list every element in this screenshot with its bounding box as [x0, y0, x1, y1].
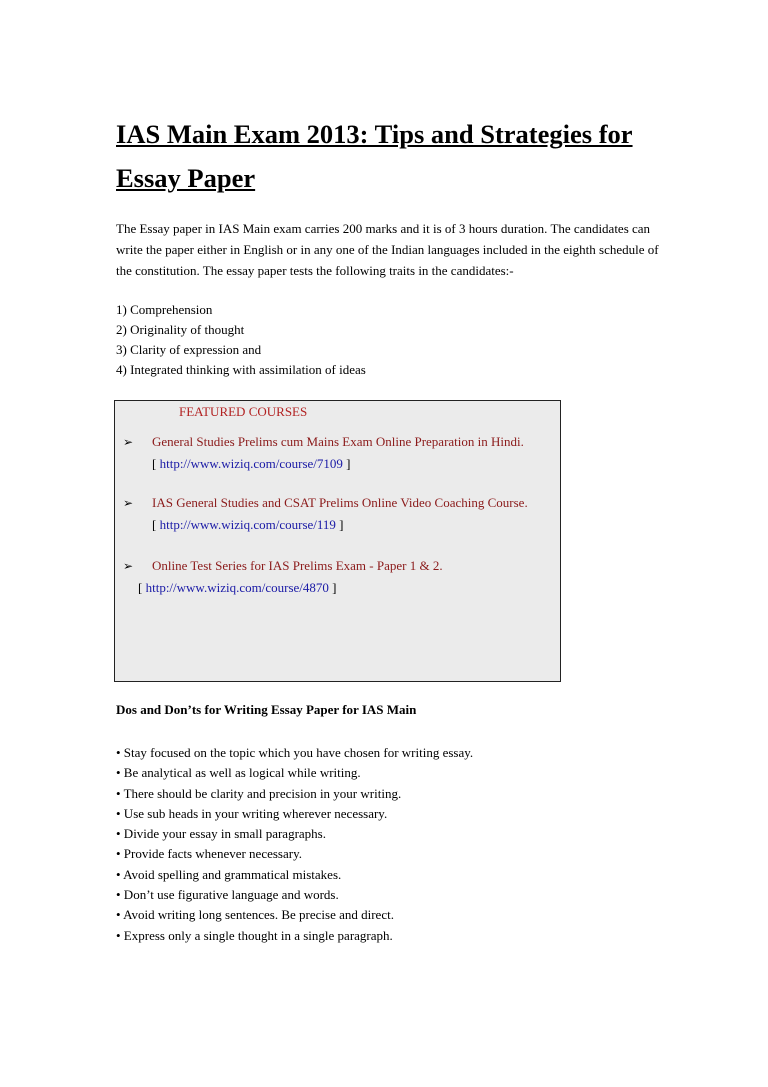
course-link[interactable]: http://www.wiziq.com/course/4870: [145, 580, 329, 595]
list-item: • Use sub heads in your writing wherever necessary.: [116, 805, 388, 821]
course-link-line: [138, 578, 336, 598]
course-link-line: [152, 515, 344, 535]
arrow-bullet-icon: ➢: [123, 559, 134, 573]
intro-paragraph: The Essay paper in IAS Main exam carries 200 marks and it is of 3 hours duration. The candidates can write the paper either in English or in any one of the Indian languages included in the eighth schedule of the constitution. The essay paper tests the following traits in the candidates:-: [116, 221, 659, 278]
list-item: • Provide facts whenever necessary.: [116, 846, 302, 862]
list-item: 1) Comprehension: [116, 302, 213, 317]
list-item: • Don’t use figurative language and words.: [116, 887, 339, 903]
bracket-open: [: [138, 580, 146, 595]
dos-list: [116, 743, 676, 946]
featured-courses-box: [114, 400, 561, 682]
dos-heading: Dos and Don’ts for Writing Essay Paper for IAS Main: [116, 702, 417, 717]
list-item: 2) Originality of thought: [116, 322, 245, 337]
arrow-bullet-icon: ➢: [123, 435, 134, 449]
course-link[interactable]: http://www.wiziq.com/course/119: [159, 517, 336, 532]
bracket-close: ]: [342, 456, 351, 471]
arrow-bullet-icon: ➢: [123, 496, 134, 510]
page-title: IAS Main Exam 2013: Tips and Strategies for Essay Paper: [116, 119, 633, 193]
bracket-open: [: [152, 517, 160, 532]
course-name: IAS General Studies and CSAT Prelims Online Video Coaching Course.: [152, 495, 528, 510]
bracket-close: ]: [335, 517, 344, 532]
course-link[interactable]: http://www.wiziq.com/course/7109: [159, 456, 343, 471]
list-item: • Express only a single thought in a single paragraph.: [116, 927, 393, 943]
list-item: • Be analytical as well as logical while writing.: [116, 765, 361, 781]
traits-list: [116, 300, 636, 380]
list-item: • There should be clarity and precision in your writing.: [116, 785, 402, 801]
course-name: Online Test Series for IAS Prelims Exam - Paper 1 & 2.: [152, 558, 443, 573]
list-item: • Avoid spelling and grammatical mistakes.: [116, 866, 342, 882]
list-item: 3) Clarity of expression and: [116, 342, 262, 357]
course-name: General Studies Prelims cum Mains Exam Online Preparation in Hindi.: [152, 434, 524, 449]
featured-heading: FEATURED COURSES: [179, 404, 308, 419]
list-item: • Divide your essay in small paragraphs.: [116, 826, 326, 842]
list-item: • Avoid writing long sentences. Be precise and direct.: [116, 907, 394, 923]
bracket-open: [: [152, 456, 160, 471]
list-item: 4) Integrated thinking with assimilation of ideas: [116, 362, 366, 377]
bracket-close: ]: [328, 580, 337, 595]
course-link-line: [152, 454, 350, 474]
list-item: • Stay focused on the topic which you have chosen for writing essay.: [116, 745, 474, 760]
